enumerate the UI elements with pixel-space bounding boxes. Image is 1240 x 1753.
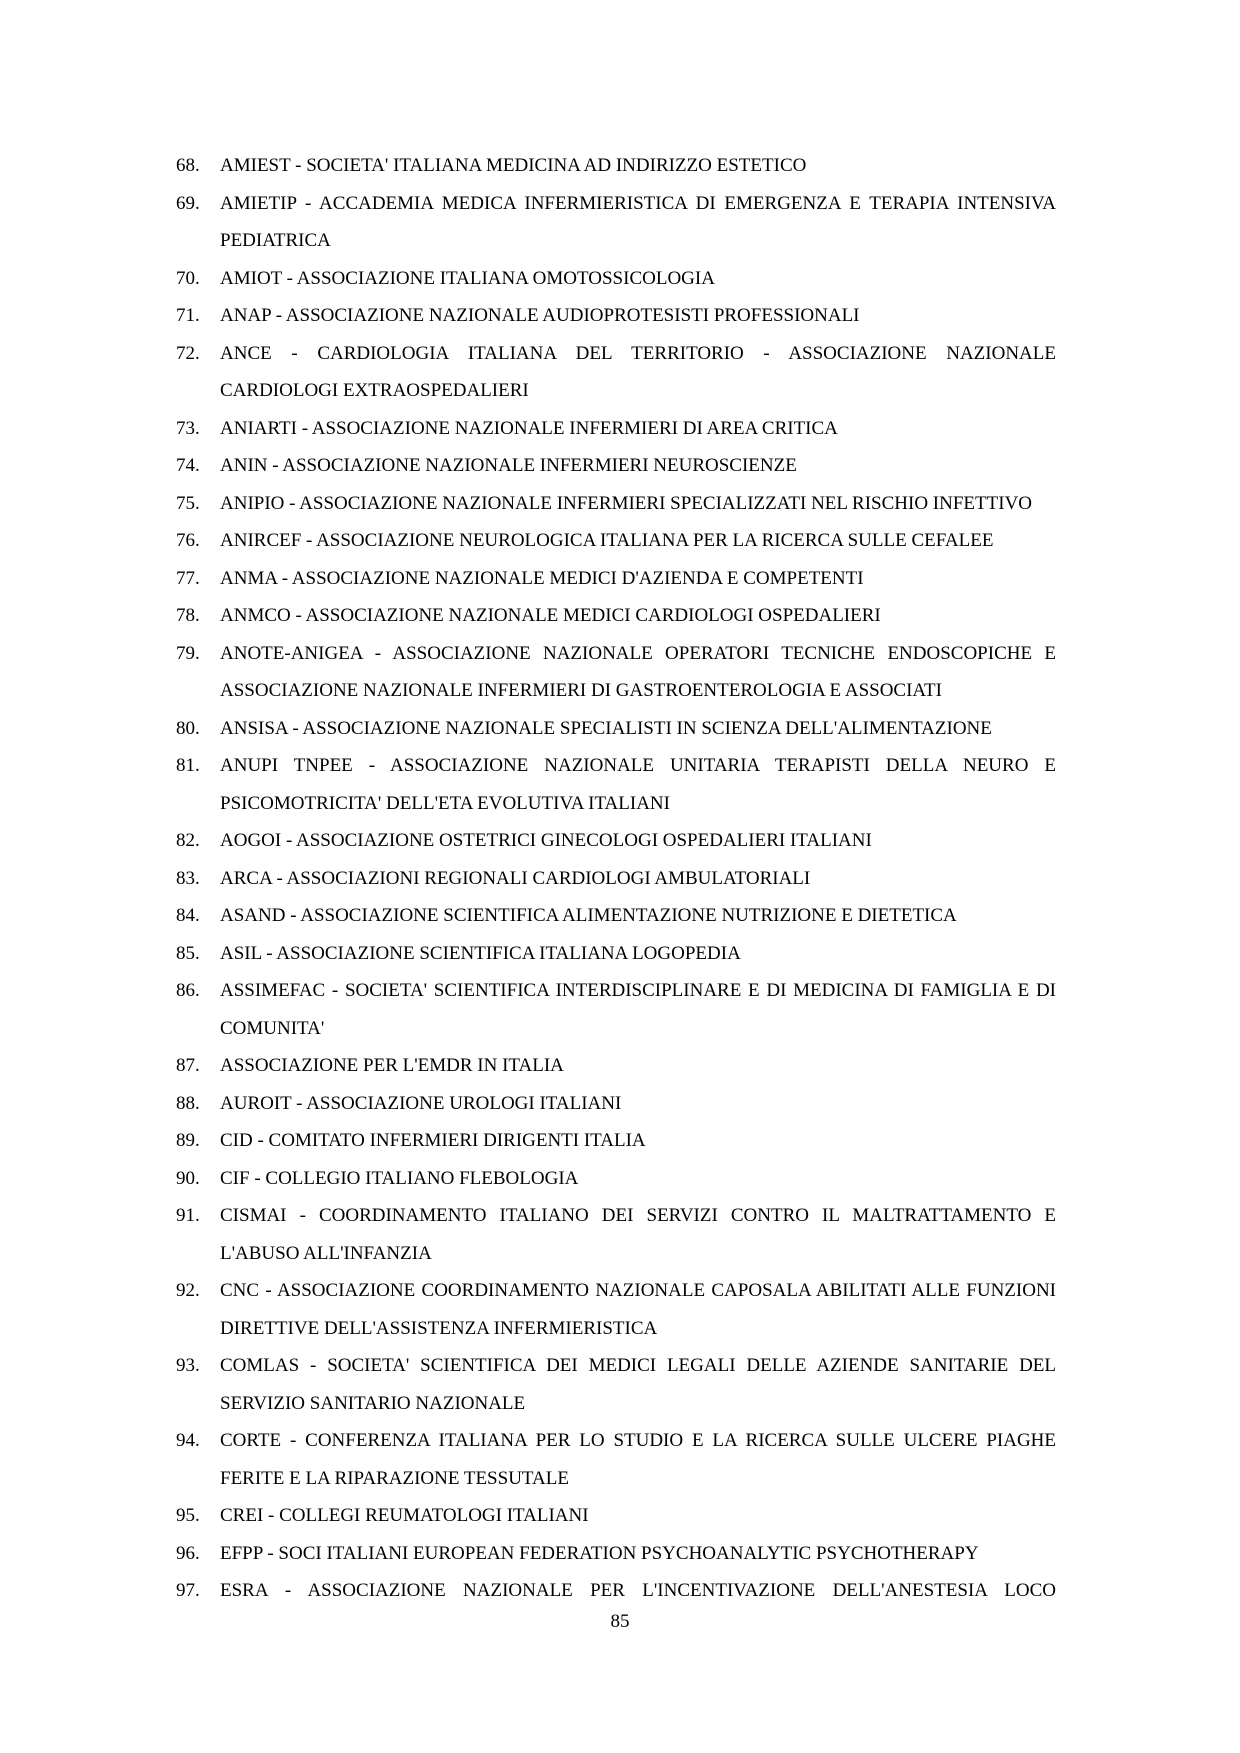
item-number: 81. [176,755,200,776]
list-item [176,485,1056,523]
item-text: ESRA - ASSOCIAZIONE NAZIONALE PER L'INCENTIVAZIONE DELL'ANESTESIA LOCO [220,1580,1056,1601]
list-item [176,260,1056,298]
item-number: 75. [176,492,200,514]
item-text: CISMAI - COORDINAMENTO ITALIANO DEI SERVIZI CONTRO IL MALTRATTAMENTO E L'ABUSO ALL'INFANZIA [220,1205,1056,1264]
item-text: ANMA - ASSOCIAZIONE NAZIONALE MEDICI D'AZIENDA E COMPETENTI [220,567,864,589]
item-text: CREI - COLLEGI REUMATOLOGI ITALIANI [220,1505,589,1526]
item-text: AMIETIP - ACCADEMIA MEDICA INFERMIERISTICA DI EMERGENZA E TERAPIA INTENSIVA PEDIATRICA [220,192,1056,251]
item-number: 70. [176,267,200,289]
list-item [176,597,1056,635]
list-item [176,1085,1056,1123]
item-number: 89. [176,1130,200,1151]
list-item [176,147,1056,185]
item-number: 72. [176,342,200,364]
list-item [176,447,1056,485]
item-number: 84. [176,905,200,926]
item-number: 96. [176,1542,200,1564]
item-text: ASIL - ASSOCIAZIONE SCIENTIFICA ITALIANA LOGOPEDIA [220,942,741,964]
item-text: EFPP - SOCI ITALIANI EUROPEAN FEDERATION PSYCHOANALYTIC PSYCHOTHERAPY [220,1542,979,1564]
item-number: 86. [176,980,200,1001]
item-number: 77. [176,567,200,589]
list-item [176,1122,1056,1160]
item-text: AMIOT - ASSOCIAZIONE ITALIANA OMOTOSSICOLOGIA [220,267,715,289]
item-text: ANIRCEF - ASSOCIAZIONE NEUROLOGICA ITALIANA PER LA RICERCA SULLE CEFALEE [220,530,994,551]
item-number: 73. [176,417,200,439]
item-number: 69. [176,192,200,214]
item-number: 80. [176,717,200,739]
list-item [176,185,1056,260]
item-number: 90. [176,1167,200,1189]
item-text: ANAP - ASSOCIAZIONE NAZIONALE AUDIOPROTESISTI PROFESSIONALI [220,305,860,326]
item-number: 78. [176,605,200,626]
item-text: ASAND - ASSOCIAZIONE SCIENTIFICA ALIMENTAZIONE NUTRIZIONE E DIETETICA [220,905,957,926]
item-number: 97. [176,1580,200,1601]
list-item [176,560,1056,598]
list-item [176,1535,1056,1573]
list-item [176,1197,1056,1272]
list-item [176,335,1056,410]
item-number: 82. [176,830,200,851]
item-text: ANMCO - ASSOCIAZIONE NAZIONALE MEDICI CARDIOLOGI OSPEDALIERI [220,605,881,626]
item-number: 83. [176,867,200,889]
item-text: ANIARTI - ASSOCIAZIONE NAZIONALE INFERMIERI DI AREA CRITICA [220,417,838,439]
item-text: ANCE - CARDIOLOGIA ITALIANA DEL TERRITORIO - ASSOCIAZIONE NAZIONALE CARDIOLOGI EXTRAOSPEDALIERI [220,342,1056,401]
item-number: 94. [176,1430,200,1451]
item-number: 92. [176,1280,200,1301]
list-item [176,410,1056,448]
item-text: ASSIMEFAC - SOCIETA' SCIENTIFICA INTERDISCIPLINARE E DI MEDICINA DI FAMIGLIA E DI COMUNITA' [220,980,1056,1039]
item-number: 87. [176,1055,200,1076]
item-text: ANIPIO - ASSOCIAZIONE NAZIONALE INFERMIERI SPECIALIZZATI NEL RISCHIO INFETTIVO [220,492,1033,514]
list-item [176,935,1056,973]
item-number: 79. [176,642,200,664]
item-number: 76. [176,530,200,551]
list-item [176,860,1056,898]
list-item [176,972,1056,1047]
item-text: ASSOCIAZIONE PER L'EMDR IN ITALIA [220,1055,564,1076]
item-number: 91. [176,1205,200,1226]
list-item [176,710,1056,748]
list-item [176,1160,1056,1198]
item-text: ARCA - ASSOCIAZIONI REGIONALI CARDIOLOGI AMBULATORIALI [220,867,811,889]
item-text: ANIN - ASSOCIAZIONE NAZIONALE INFERMIERI NEUROSCIENZE [220,455,797,476]
item-text: AMIEST - SOCIETA' ITALIANA MEDICINA AD INDIRIZZO ESTETICO [220,155,807,176]
list-item [176,635,1056,710]
item-text: ANUPI TNPEE - ASSOCIAZIONE NAZIONALE UNITARIA TERAPISTI DELLA NEURO E PSICOMOTRICITA' DELL'ETA EVOLUTIVA ITALIANI [220,755,1056,814]
list-item [176,1272,1056,1347]
list-item [176,297,1056,335]
item-number: 88. [176,1092,200,1114]
item-text: ANOTE-ANIGEA - ASSOCIAZIONE NAZIONALE OPERATORI TECNICHE ENDOSCOPICHE E ASSOCIAZIONE NAZIONALE INFERMIERI DI GASTROENTEROLOGIA E ASSOCIATI [220,642,1056,701]
page-number: 85 [610,1611,630,1632]
list-item [176,1422,1056,1497]
item-text: AUROIT - ASSOCIAZIONE UROLOGI ITALIANI [220,1092,622,1114]
item-text: ANSISA - ASSOCIAZIONE NAZIONALE SPECIALISTI IN SCIENZA DELL'ALIMENTAZIONE [220,717,992,739]
item-number: 68. [176,155,200,176]
item-number: 71. [176,305,200,326]
list-item [176,747,1056,822]
item-text: CNC - ASSOCIAZIONE COORDINAMENTO NAZIONALE CAPOSALA ABILITATI ALLE FUNZIONI DIRETTIVE DELL'ASSISTENZA INFERMIERISTICA [220,1280,1056,1339]
list-item [176,1497,1056,1535]
list-item [176,822,1056,860]
list-item [176,1347,1056,1422]
item-text: AOGOI - ASSOCIAZIONE OSTETRICI GINECOLOGI OSPEDALIERI ITALIANI [220,830,872,851]
item-number: 95. [176,1505,200,1526]
item-text: CID - COMITATO INFERMIERI DIRIGENTI ITALIA [220,1130,646,1151]
item-text: CIF - COLLEGIO ITALIANO FLEBOLOGIA [220,1167,579,1189]
item-text: COMLAS - SOCIETA' SCIENTIFICA DEI MEDICI LEGALI DELLE AZIENDE SANITARIE DEL SERVIZIO SANITARIO NAZIONALE [220,1355,1056,1414]
item-number: 74. [176,455,200,476]
list-item [176,522,1056,560]
association-list [176,147,1056,1610]
item-number: 85. [176,942,200,964]
item-number: 93. [176,1355,200,1376]
list-item [176,897,1056,935]
item-text: CORTE - CONFERENZA ITALIANA PER LO STUDIO E LA RICERCA SULLE ULCERE PIAGHE FERITE E LA RIPARAZIONE TESSUTALE [220,1430,1056,1489]
list-item [176,1047,1056,1085]
